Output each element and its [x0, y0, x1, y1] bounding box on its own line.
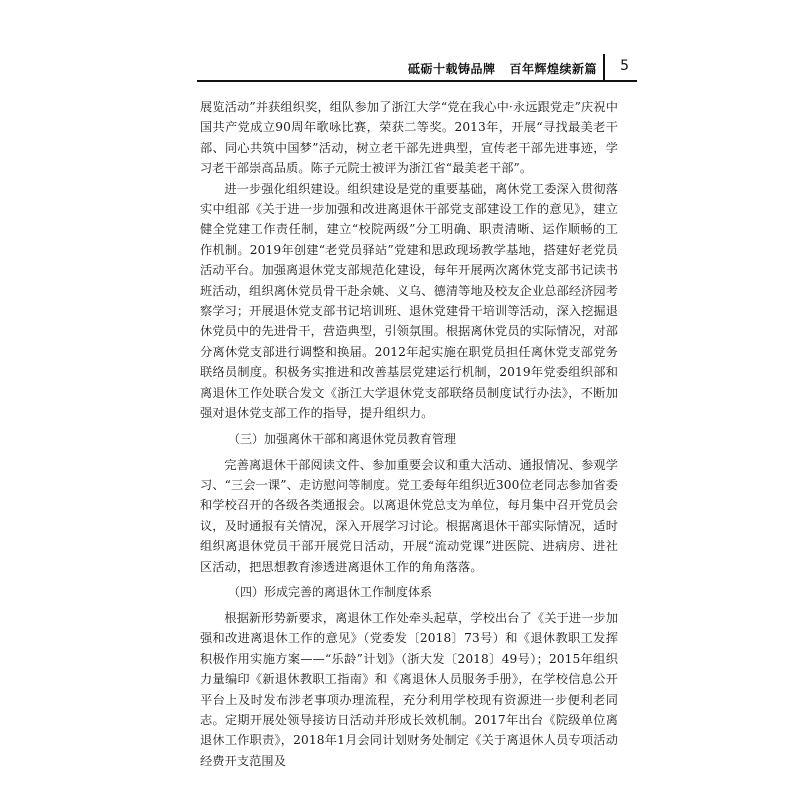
page-body — [200, 97, 618, 771]
running-header — [197, 52, 637, 82]
running-header-title — [408, 60, 597, 77]
header-title-left: 砥砺十载铸品牌 — [407, 62, 496, 76]
section-heading-3: （三）加强离休干部和离退休党员教育管理 — [228, 431, 457, 446]
header-divider — [603, 54, 605, 80]
paragraph-4: 根据新形势新要求，离退休工作处牵头起草，学校出台了《关于进一步加强和改进离退休工作的意见》（党委发〔2018〕73号）和《退休教职工发挥积极作用实施方案——“乐龄”计划》（浙大发〔2018〕49号）；2015年组织力量编印《新退休教职工指南》和《离退休人员服务手册》，在学校信息公开平台上及时发布涉老事项办理流程，充分利用学校现有资源进一步便利老同志。定期开展处领导接访日活动并形成长效机制。2017年出台《院级单位离退休工作职责》，2018年1月会同计划财务处制定《关于离退休人员专项活动经费开支范围及 — [200, 610, 618, 768]
header-title-right: 百年辉煌续新篇 — [509, 62, 597, 76]
header-rule — [197, 80, 637, 82]
page-number: 5 — [620, 58, 629, 74]
paragraph-1: 展览活动”并获组织奖，组队参加了浙江大学“党在我心中·永远跟党走”庆祝中国共产党成立90周年歌咏比赛，荣获二等奖。2013年，开展“寻找最美老干部、同心共筑中国梦”活动，树立老干部先进典型，宣传老干部先进事迹，学习老干部崇高品质。陈子元院士被评为浙江省“最美老干部”。 — [200, 100, 618, 176]
paragraph-3: 完善离退休干部阅读文件、参加重要会议和重大活动、通报情况、参观学习、“三会一课”、走访慰问等制度。党工委每年组织近300位老同志参加省委和学校召开的各级各类通报会。以离退休党总支为单位，每月集中召开党员会议，及时通报有关情况，深入开展学习讨论。根据离退休干部实际情况，适时组织离退休党员干部开展党日活动，开展“流动党课”进医院、进病房、进社区活动，把思想教育渗透进离退休工作的角角落落。 — [200, 457, 618, 574]
section-heading-4: （四）形成完善的离退休工作制度体系 — [228, 584, 433, 599]
paragraph-2: 进一步强化组织建设。组织建设是党的重要基础，离休党工委深入贯彻落实中组部《关于进一步加强和改进离退休干部党支部建设工作的意见》，建立健全党建工作责任制，建立“校院两级”分工明确、职责清晰、运作顺畅的工作机制。2019年创建“老党员驿站”党建和思政现场教学基地，搭建好老党员活动平台。加强离退休党支部规范化建设，每年开展两次离休党支部书记读书班活动，组织离休党员骨干赴余姚、义乌、德清等地及校友企业总部经济园考察学习；开展退休党支部书记培训班、退休党建骨干培训等活动，深入挖掘退休党员中的先进骨干，营造典型，引领氛围。根据离休党员的实际情况，对部分离休党支部进行调整和换届。2012年起实施在职党员担任离休党支部党务联络员制度。积极务实推进和改善基层党建运行机制，2019年党委组织部和离退休工作处联合发文《浙江大学退休党支部联络员制度试行办法》，不断加强对退休党支部工作的指导，提升组织力。 — [200, 181, 618, 421]
